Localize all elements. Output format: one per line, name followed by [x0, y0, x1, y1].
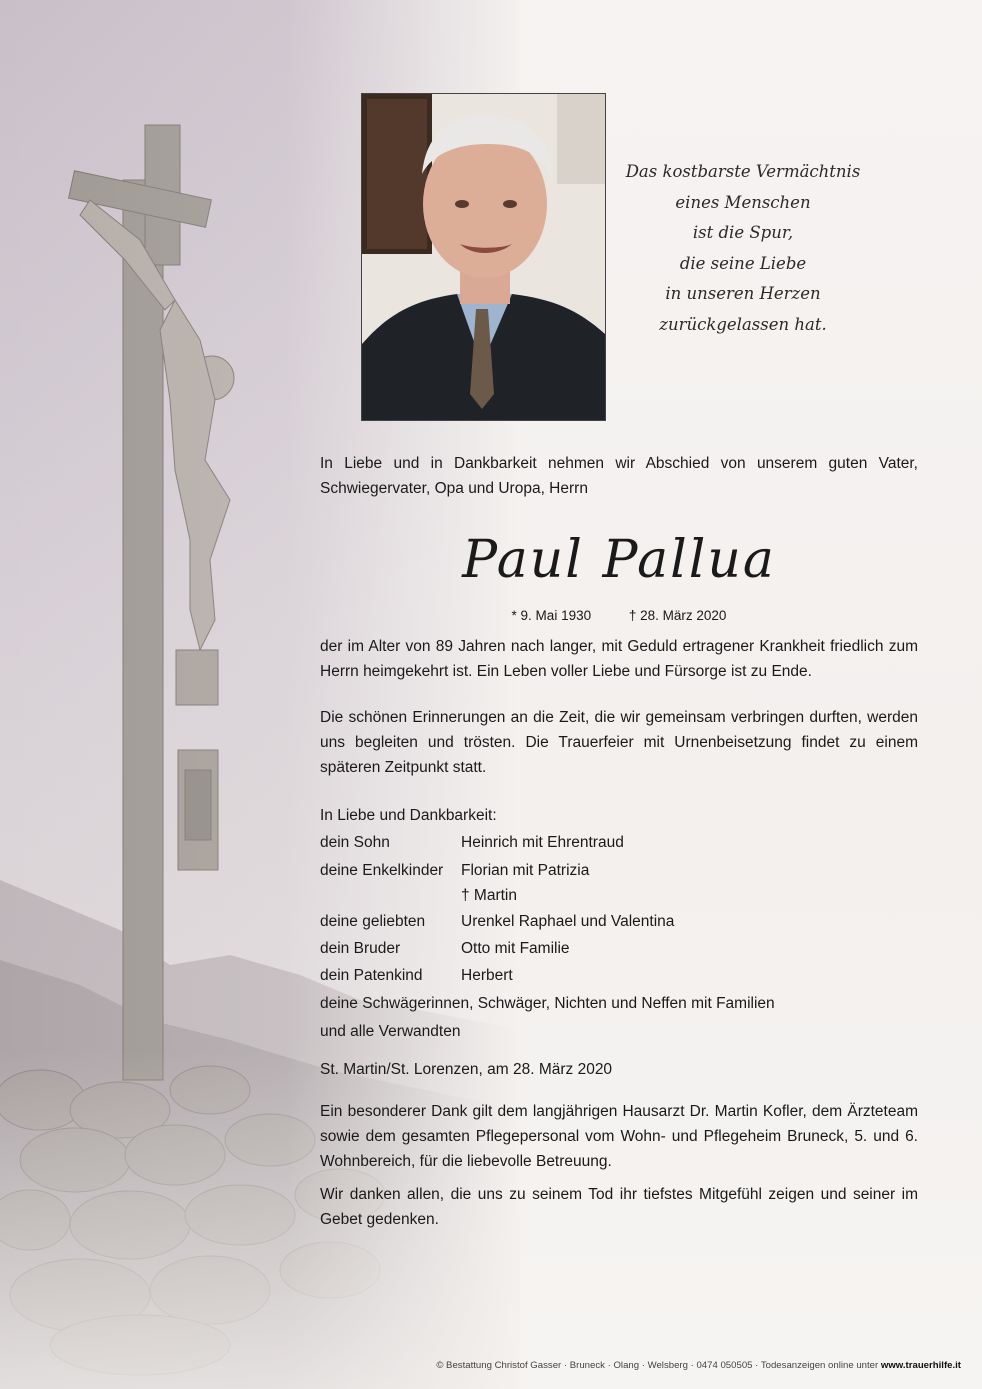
- portrait-photo: [361, 93, 606, 421]
- extended-family: deine Schwägerinnen, Schwäger, Nichten und Neffen mit Familien: [320, 995, 775, 1012]
- thanks-paragraph: Ein besonderer Dank gilt dem langjährigen Hausarzt Dr. Martin Kofler, dem Ärzteteam sowie dem gesamten Pflegepersonal vom Wohn- und Pflegeheim Bruneck, 5. und 6. Wohnbereich, für die liebevolle Betreuung.: [320, 1103, 918, 1170]
- footer-website-link[interactable]: www.trauerhilfe.it: [880, 1360, 961, 1371]
- mourner-names: Herbert: [461, 967, 513, 984]
- signoff-line: In Liebe und Dankbarkeit:: [320, 807, 497, 824]
- mourner-names: Otto mit Familie: [461, 940, 570, 957]
- intro-text: In Liebe und in Dankbarkeit nehmen wir Abschied von unserem guten Vater, Schwiegervater, Opa und Uropa, Herrn: [320, 455, 918, 497]
- thanks-paragraph: Wir danken allen, die uns zu seinem Tod ihr tiefstes Mitgefühl zeigen und seiner im Gebet gedenken.: [320, 1186, 918, 1228]
- footer-credit: [436, 1360, 961, 1371]
- mourner-relation: dein Sohn: [320, 834, 390, 851]
- footer-text: © Bestattung Christof Gasser · Bruneck · Olang · Welsberg · 0474 050505 · Todesanzeigen online unter: [436, 1360, 879, 1371]
- mourner-names: Florian mit Patrizia: [461, 862, 590, 879]
- mourner-row: [320, 858, 918, 908]
- quote-line: die seine Liebe: [679, 253, 807, 273]
- memorial-quote: [615, 157, 871, 340]
- portrait-image: [362, 94, 605, 420]
- mourner-row: [320, 936, 918, 961]
- mourner-relation: dein Patenkind: [320, 967, 423, 984]
- quote-line: zurückgelassen hat.: [659, 314, 827, 334]
- quote-line: eines Menschen: [675, 192, 811, 212]
- body-paragraph: Die schönen Erinnerungen an die Zeit, die wir gemeinsam verbringen durften, werden uns begleiten und trösten. Die Trauerfeier mit Urnenbeisetzung findet zu einem späteren Zeitpunkt statt.: [320, 709, 918, 776]
- mourner-relation: deine geliebten: [320, 913, 426, 930]
- birth-date: * 9. Mai 1930: [511, 608, 592, 623]
- quote-line: in unseren Herzen: [665, 284, 821, 303]
- mourner-row: [320, 830, 918, 855]
- mourner-names: Heinrich mit Ehrentraud: [461, 834, 624, 851]
- life-dates: [320, 604, 918, 628]
- quote-line: ist die Spur,: [692, 223, 794, 242]
- mourner-relation: deine Enkelkinder: [320, 862, 444, 879]
- mourner-row: [320, 909, 918, 934]
- mourner-names: Urenkel Raphael und Valentina: [461, 913, 675, 930]
- place-and-date: St. Martin/St. Lorenzen, am 28. März 2020: [320, 1061, 613, 1078]
- mourner-relation: dein Bruder: [320, 940, 401, 957]
- body-paragraph: der im Alter von 89 Jahren nach langer, mit Geduld ertragener Krankheit friedlich zum Herrn heimgekehrt ist. Ein Leben voller Liebe und Fürsorge ist zu Ende.: [320, 638, 918, 680]
- deceased-name: Paul Pallua: [462, 530, 776, 590]
- all-relatives: und alle Verwandten: [320, 1023, 461, 1040]
- quote-line: Das kostbarste Vermächtnis: [625, 162, 861, 181]
- death-date: † 28. März 2020: [628, 608, 727, 623]
- mourner-row: [320, 963, 918, 988]
- mourner-names-deceased: † Martin: [461, 887, 517, 904]
